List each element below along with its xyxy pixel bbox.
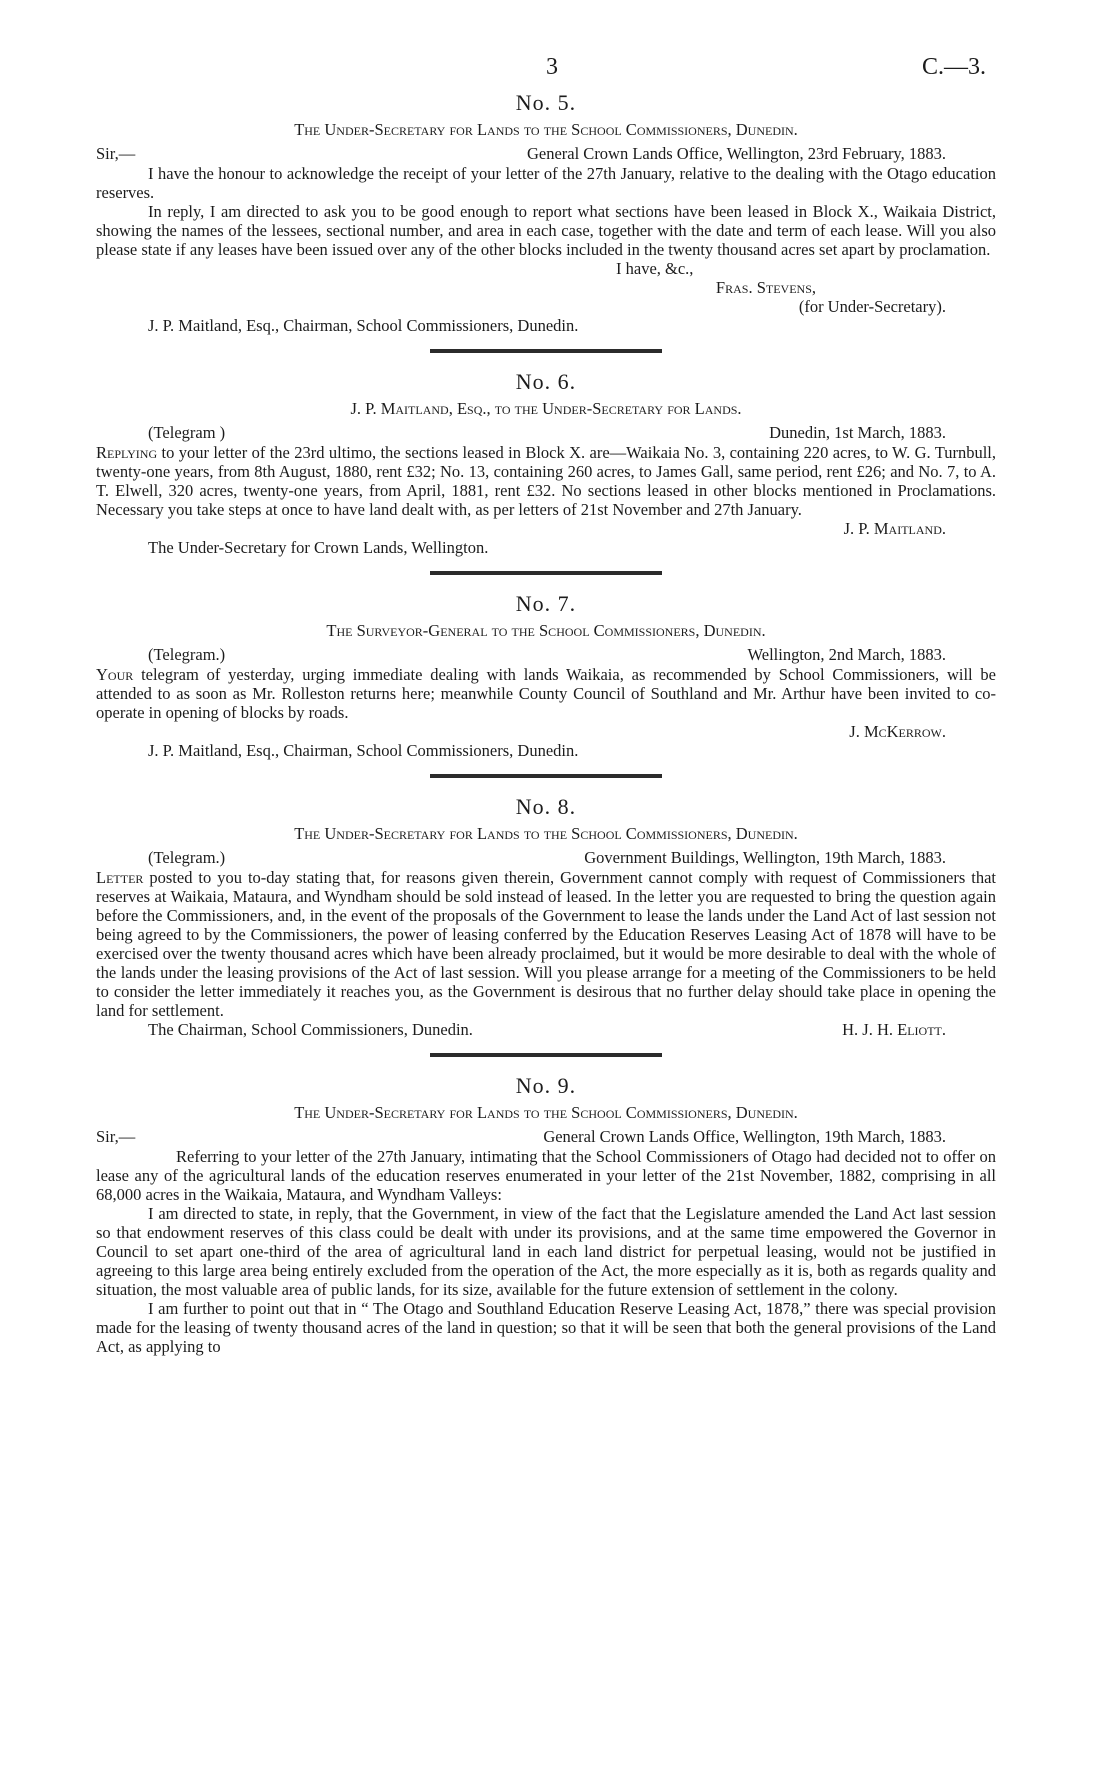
section-divider — [430, 349, 662, 353]
signature: H. J. H. Eliott. — [842, 1020, 946, 1039]
paragraph — [96, 868, 996, 1020]
section-number: No. 5. — [515, 90, 577, 115]
section-heading: J. P. Maitland, Esq., to the Under-Secretary for Lands. — [350, 399, 742, 418]
signature-note-line — [96, 297, 996, 316]
letter-no-7 — [96, 591, 996, 760]
page-number: 3 — [546, 54, 558, 80]
section-divider — [430, 571, 662, 575]
section-heading: The Under-Secretary for Lands to the School Commissioners, Dunedin. — [294, 824, 798, 843]
closing: I have, &c., — [616, 259, 694, 278]
salutation-dateline — [96, 848, 996, 868]
dateline: Wellington, 2nd March, 1883. — [747, 645, 946, 664]
section-divider — [430, 774, 662, 778]
paragraph: I am further to point out that in “ The Otago and Southland Education Reserve Leasing Act, 1878,” there was special provision made for the leasing of twenty thousand acres of the land in question; so that it will be seen that both the general provisions of the Land Act, as applying to — [96, 1299, 996, 1356]
paragraph: Referring to your letter of the 27th January, intimating that the School Commissioners of Otago had decided not to offer on lease any of the agricultural lands of the education reserves enumerated in your letter of the 21st November, 1882, comprising in all 68,000 acres in the Waikaia, Mataura, and Wyndham Valleys: — [96, 1147, 996, 1204]
section-number: No. 8. — [515, 794, 577, 819]
paragraph-text: posted to you to-day stating that, for reasons given therein, Government cannot comply with request of Commissioners that reserves at Waikaia, Mataura, and Wyndham should be sold instead of leased. In the letter you are requested to bring the question again before the Commissioners, and, in the event of the proposals of the Government to lease the lands under the Land Act of last session not being agreed to by the Commissioners, the power of leasing conferred by the Education Reserves Leasing Act of 1878 will have to be exercised over the twenty thousand acres which have been already proclaimed, but it would be more desirable to deal with the whole of the lands under the leasing provisions of the Act of last session. Will you please arrange for a meeting of the Commissioners to be held to consider the letter immediately it reaches you, as the Government is desirous that no further delay should take place in opening the land for settlement. — [96, 868, 996, 1020]
letter-no-8 — [96, 794, 996, 1039]
section-heading: The Surveyor-General to the School Commissioners, Dunedin. — [326, 621, 766, 640]
salutation-dateline — [96, 423, 996, 443]
signature-line — [96, 278, 996, 297]
salutation-dateline — [96, 144, 996, 164]
salutation-dateline — [96, 1127, 996, 1147]
section-number: No. 7. — [515, 591, 577, 616]
paragraph — [96, 443, 996, 519]
signature: Fras. Stevens, — [715, 278, 816, 297]
running-header — [96, 48, 996, 90]
signature-line — [96, 722, 996, 741]
section-divider — [430, 1053, 662, 1057]
addressee: J. P. Maitland, Esq., Chairman, School Commissioners, Dunedin. — [148, 316, 579, 335]
letter-no-9 — [96, 1073, 996, 1356]
lead-word: Letter — [96, 868, 144, 887]
lead-word: Replying — [96, 443, 158, 462]
paragraph: In reply, I am directed to ask you to be good enough to report what sections have been leased in Block X., Waikaia District, showing the names of the lessees, sectional number, and area in each case, together with the date and term of each lease. Will you also please state if any leases have been issued over any of the other blocks included in the twenty thousand acres set apart by proclamation. — [96, 202, 996, 259]
letter-no-5 — [96, 90, 996, 335]
addressee: The Under-Secretary for Crown Lands, Wellington. — [148, 538, 489, 557]
salutation-dateline — [96, 645, 996, 665]
closing-line — [96, 259, 996, 278]
dateline: General Crown Lands Office, Wellington, 19th March, 1883. — [543, 1127, 946, 1146]
addressee-signature-line — [96, 1020, 996, 1039]
paragraph — [96, 665, 996, 722]
addressee-line — [96, 316, 996, 335]
paragraph-text: telegram of yesterday, urging immediate dealing with lands Waikaia, as recommended by School Commissioners, will be attended to as soon as Mr. Rolleston returns here; meanwhile County Council of Southland and Mr. Arthur have been invited to co-operate in opening of blocks by roads. — [96, 665, 996, 722]
addressee-line — [96, 538, 996, 557]
dateline: General Crown Lands Office, Wellington, 23rd February, 1883. — [526, 144, 946, 163]
telegram-label: (Telegram.) — [148, 848, 226, 867]
document-reference: C.—3. — [921, 54, 986, 80]
salutation: Sir,— — [96, 144, 136, 163]
addressee: J. P. Maitland, Esq., Chairman, School Commissioners, Dunedin. — [148, 741, 579, 760]
paragraph: I have the honour to acknowledge the receipt of your letter of the 27th January, relative to the dealing with the Otago education reserves. — [96, 164, 996, 202]
section-number: No. 9. — [515, 1073, 577, 1098]
paragraph-text: to your letter of the 23rd ultimo, the sections leased in Block X. are—Waikaia No. 3, containing 220 acres, to W. G. Turnbull, twenty-one years, from 8th August, 1880, rent £32; No. 13, containing 260 acres, to James Gall, same period, rent £26; and No. 7, to A. T. Elwell, 320 acres, twenty-one years, from April, 1881, rent £32. No sections leased in other blocks mentioned in Proclamations. Necessary you take steps at once to have land dealt with, as per letters of 21st November and 27th January. — [96, 443, 996, 519]
signature-line — [96, 519, 996, 538]
section-number: No. 6. — [515, 369, 577, 394]
signature: J. McKerrow. — [849, 722, 946, 741]
addressee-line — [96, 741, 996, 760]
section-heading: The Under-Secretary for Lands to the School Commissioners, Dunedin. — [294, 1103, 798, 1122]
dateline: Government Buildings, Wellington, 19th March, 1883. — [584, 848, 946, 867]
document-page — [96, 48, 996, 1356]
salutation: Sir,— — [96, 1127, 136, 1146]
dateline: Dunedin, 1st March, 1883. — [769, 423, 946, 442]
lead-word: Your — [96, 665, 134, 684]
paragraph: I am directed to state, in reply, that the Government, in view of the fact that the Legislature amended the Land Act last session so that endowment reserves of this class could be dealt with under its provisions, and at the same time empowered the Governor in Council to set apart one-third of the area of agricultural land in each land district for perpetual leasing, would not be justified in agreeing to this large area being entirely excluded from the operation of the Act, the more especially as it is, both as regards quality and situation, the most valuable area of public lands, for its size, available for the future extension of settlement in the colony. — [96, 1204, 996, 1299]
telegram-label: (Telegram.) — [148, 645, 226, 664]
telegram-label: (Telegram ) — [148, 423, 226, 442]
signature-note: (for Under-Secretary). — [798, 297, 946, 316]
signature: J. P. Maitland. — [843, 519, 946, 538]
section-heading: The Under-Secretary for Lands to the School Commissioners, Dunedin. — [294, 120, 798, 139]
addressee: The Chairman, School Commissioners, Dunedin. — [148, 1020, 473, 1039]
letter-no-6 — [96, 369, 996, 557]
